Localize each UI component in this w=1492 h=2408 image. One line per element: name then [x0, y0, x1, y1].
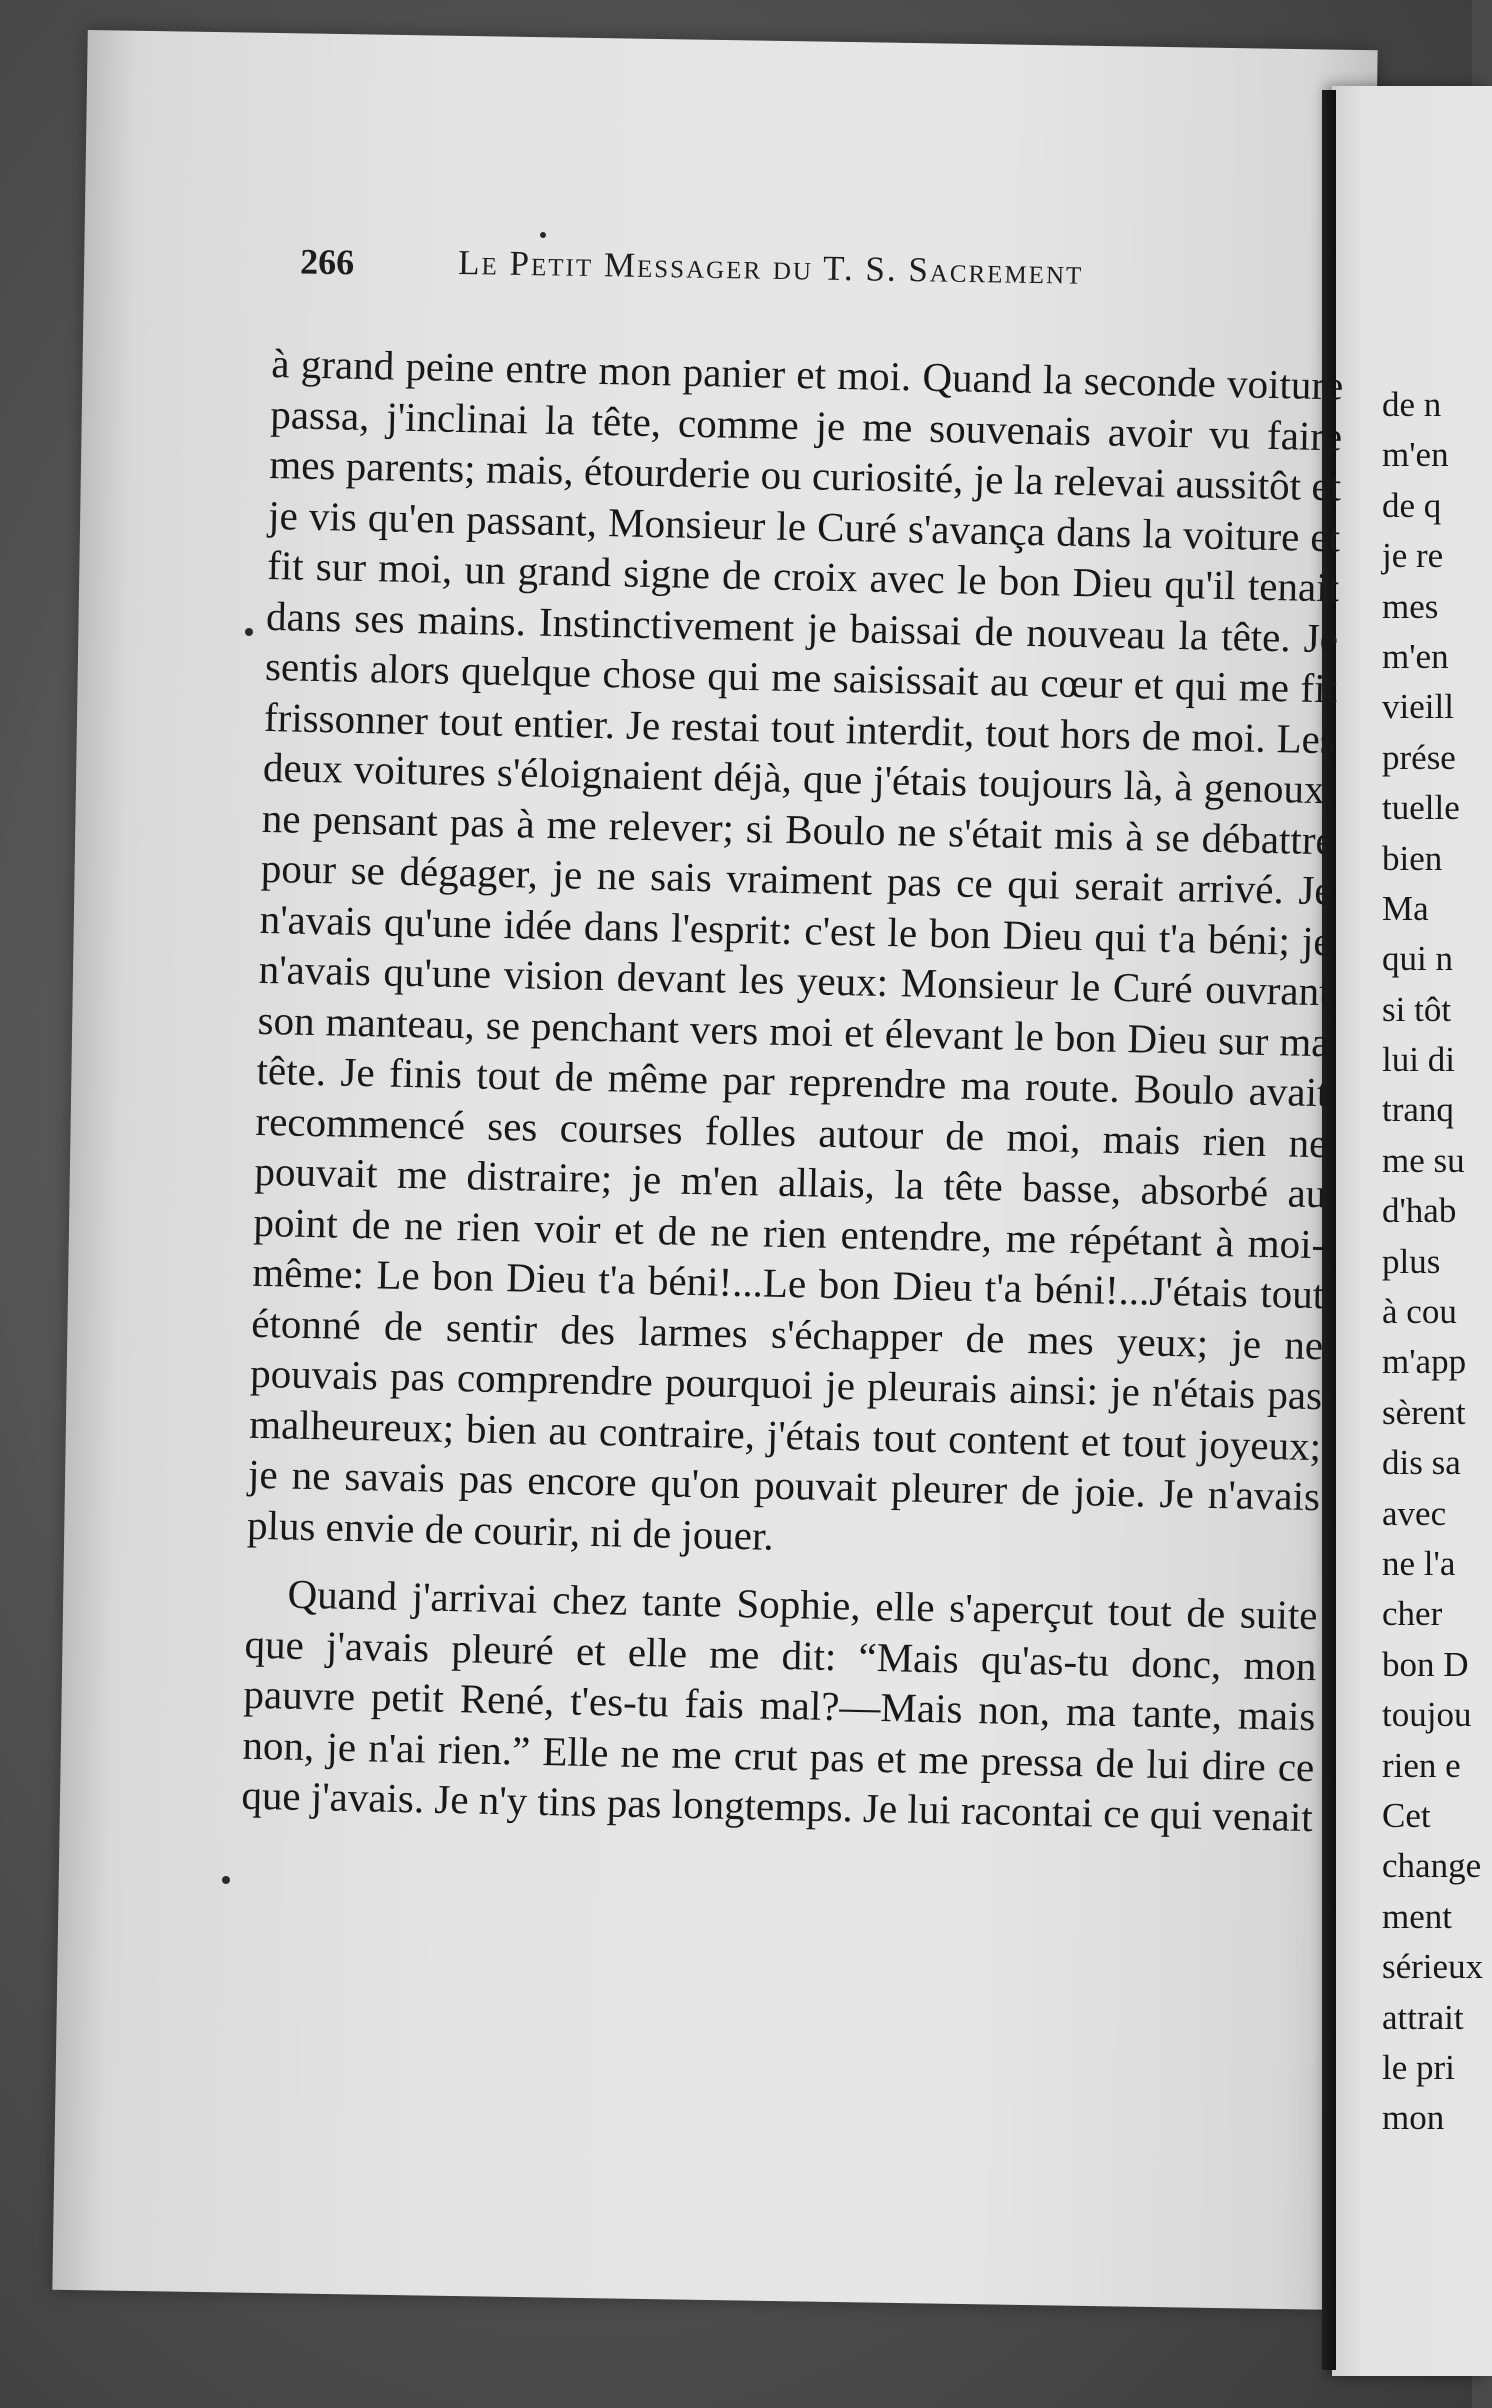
- facing-line: prése: [1382, 737, 1456, 777]
- facing-line: m'en: [1382, 435, 1449, 475]
- facing-line: cher: [1382, 1594, 1443, 1634]
- facing-line: ment: [1382, 1896, 1452, 1936]
- facing-line: de q: [1382, 485, 1442, 525]
- facing-page-text: [1382, 380, 1482, 2144]
- facing-line: dis sa: [1382, 1443, 1461, 1483]
- facing-line: vieill: [1382, 687, 1454, 727]
- facing-line: change: [1382, 1846, 1482, 1886]
- facing-line: plus: [1382, 1241, 1441, 1281]
- facing-line: attrait: [1382, 1997, 1464, 2037]
- facing-line: d'hab: [1382, 1191, 1457, 1231]
- facing-line: je re: [1382, 536, 1444, 576]
- facing-line: si tôt: [1382, 989, 1452, 1029]
- facing-line: Ma: [1382, 888, 1429, 928]
- ink-speck: [245, 628, 253, 636]
- ink-speck: [540, 232, 546, 238]
- paragraph-1: à grand peine entre mon panier et moi. Quand la seconde voiture passa, j'inclinai la tête, comme je me souvenais avoir vu faire mes parents; mais, étourderie ou curiosité, je la relevai aussitôt et je vis qu'en passant, Monsieur le Curé s'avança dans la voiture et fit sur moi, un grand signe de croix avec le bon Dieu qu'il tenait dans ses mains. Instinctivement je baissai de nouveau la tête. Je sentis alors quelque chose qui me saisissait au cœur et qui me fit frissonner tout entier. Je restai tout interdit, tout hors de moi. Les deux voitures s'éloignaient déjà, que j'étais toujours là, à genoux, ne pensant pas à me relever; si Boulo ne s'était mis à se débattre pour se dégager, je ne sais vraiment pas ce qui serait arrivé. Je n'avais qu'une idée dans l'esprit: c'est le bon Dieu qui t'a béni; je n'avais qu'une vision devant les yeux: Monsieur le Curé ouvrant son manteau, se penchant vers moi et élevant le bon Dieu sur ma tête. Je finis tout de même par reprendre ma route. Boulo avait recommencé ses courses folles autour de moi, mais rien ne pouvait me distraire; je m'en allais, la tête basse, absorbé au point de ne rien voir et de ne rien entendre, me répétant à moi-même: Le bon Dieu t'a béni!...Le bon Dieu t'a béni!...J'étais tout étonné de sentir des larmes s'échapper de mes yeux; je ne pouvais pas comprendre pourquoi je pleurais ainsi: je n'étais pas malheureux; bien au contraire, j'étais tout content et tout joyeux; je ne savais pas encore qu'on pouvait pleurer de joie. Je n'avais plus envie de courir, ni de jouer.: [246, 339, 1344, 1559]
- facing-line: avec: [1382, 1493, 1447, 1533]
- facing-line: mon: [1382, 2098, 1445, 2138]
- facing-line: Cet: [1382, 1795, 1431, 1835]
- page-number: 266: [299, 241, 355, 283]
- facing-line: sérieux: [1382, 1947, 1484, 1987]
- facing-line: toujou: [1382, 1695, 1472, 1735]
- facing-line: lui di: [1382, 1040, 1455, 1080]
- facing-line: m'en: [1382, 636, 1449, 676]
- ink-speck: [222, 1876, 230, 1884]
- facing-line: me su: [1382, 1140, 1465, 1180]
- facing-line: bien: [1382, 838, 1443, 878]
- facing-line: le pri: [1382, 2047, 1455, 2087]
- running-title: Le Petit Messager du T. S. Sacrement: [457, 242, 1084, 292]
- facing-line: qui n: [1382, 939, 1453, 979]
- facing-line: rien e: [1382, 1745, 1461, 1785]
- facing-line: sèrent: [1382, 1392, 1466, 1432]
- paragraph-2: Quand j'arrivai chez tante Sophie, elle s'aperçut tout de suite que j'avais pleuré et elle me dit: “Mais qu'as-tu donc, mon pauvre petit René, t'es-tu fais mal?—Mais non, ma tante, mais non, je n'ai rien.” Elle ne me crut pas et me pressa de lui dire ce que j'avais. Je n'y tins pas longtemps. Je lui racontai ce qui venait: [241, 1570, 1318, 1841]
- facing-line: de n: [1382, 385, 1442, 424]
- facing-line: m'app: [1382, 1342, 1467, 1382]
- facing-line: mes: [1382, 586, 1439, 626]
- facing-line: bon D: [1382, 1644, 1469, 1684]
- facing-line: tranq: [1382, 1090, 1454, 1130]
- facing-line: à cou: [1382, 1292, 1457, 1332]
- body-text: [231, 338, 1344, 2310]
- facing-line: ne l'a: [1382, 1543, 1456, 1583]
- facing-line: tuelle: [1382, 788, 1460, 828]
